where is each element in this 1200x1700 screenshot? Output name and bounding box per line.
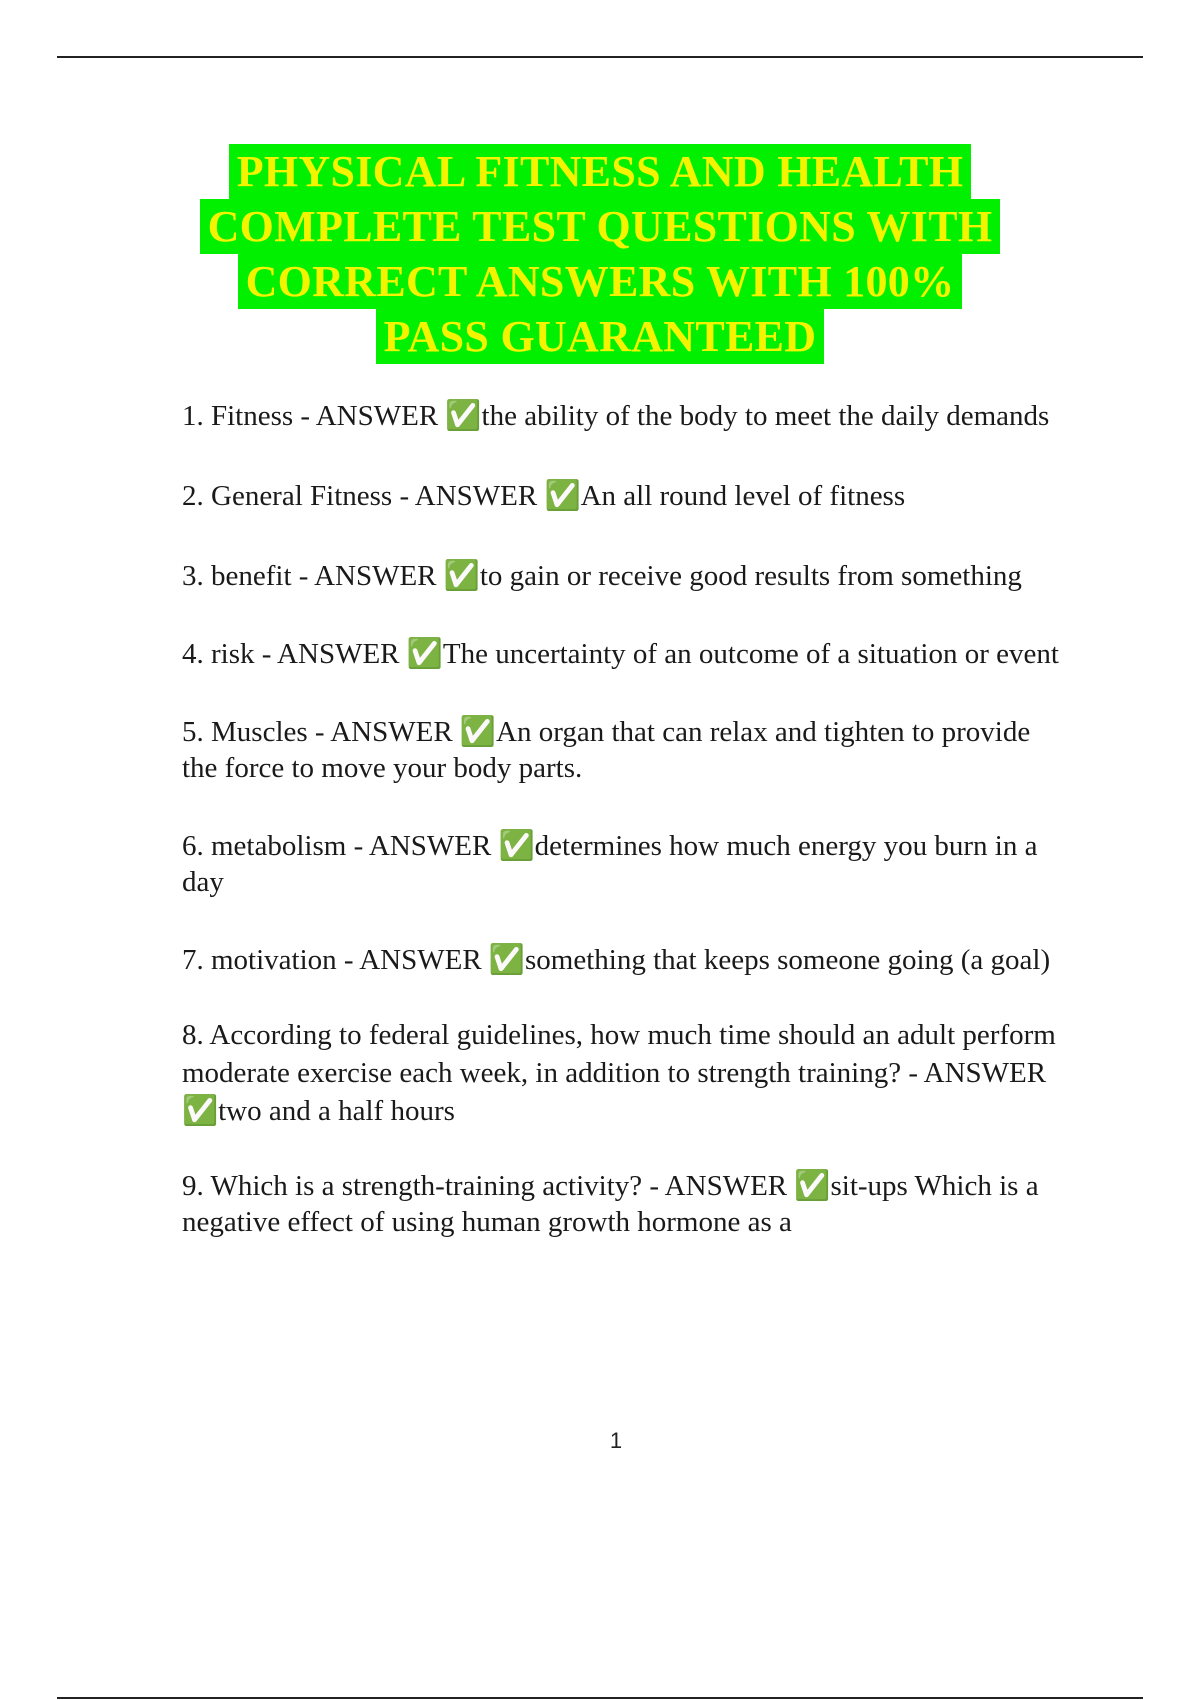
qa-text: 3. benefit - ANSWER ✅to gain or receive good results from something [182, 560, 1022, 592]
qa-item-strength-training [182, 1168, 1062, 1240]
qa-text: 9. Which is a strength-training activity? - ANSWER ✅sit-ups Which is a negative effect of using human growth hormone as a [182, 1170, 1039, 1238]
qa-item-muscles [182, 714, 1062, 786]
qa-item-risk [182, 636, 1062, 672]
qa-text: 7. motivation - ANSWER ✅something that keeps someone going (a goal) [182, 944, 1051, 976]
qa-item-metabolism [182, 828, 1062, 900]
qa-text: 5. Muscles - ANSWER ✅An organ that can relax and tighten to provide the force to move your body parts. [182, 716, 1031, 784]
bottom-rule [57, 1697, 1143, 1699]
qa-item-general-fitness [182, 478, 1062, 514]
title-line-2: COMPLETE TEST QUESTIONS WITH [200, 199, 1001, 254]
page-number: 1 [609, 1428, 623, 1453]
qa-text: 4. risk - ANSWER ✅The uncertainty of an outcome of a situation or event [182, 638, 1059, 670]
qa-item-motivation [182, 942, 1062, 978]
qa-item-benefit [182, 558, 1062, 594]
title-line-3: CORRECT ANSWERS WITH 100% [238, 254, 963, 309]
qa-text: 6. metabolism - ANSWER ✅determines how much energy you burn in a day [182, 830, 1038, 898]
title-line-1: PHYSICAL FITNESS AND HEALTH [229, 144, 972, 199]
qa-text: 1. Fitness - ANSWER ✅the ability of the body to meet the daily demands [182, 400, 1050, 432]
document-title [0, 144, 1200, 364]
qa-text: 2. General Fitness - ANSWER ✅An all round level of fitness [182, 480, 906, 512]
qa-item-federal-guidelines [182, 1016, 1062, 1130]
qa-text: 8. According to federal guidelines, how much time should an adult perform moderate exercise each week, in addition to strength training? - ANSWER ✅two and a half hours [182, 1019, 1056, 1127]
top-rule [57, 56, 1143, 58]
qa-list [182, 398, 1062, 1240]
qa-item-fitness [182, 398, 1062, 434]
title-line-4: PASS GUARANTEED [376, 309, 825, 364]
